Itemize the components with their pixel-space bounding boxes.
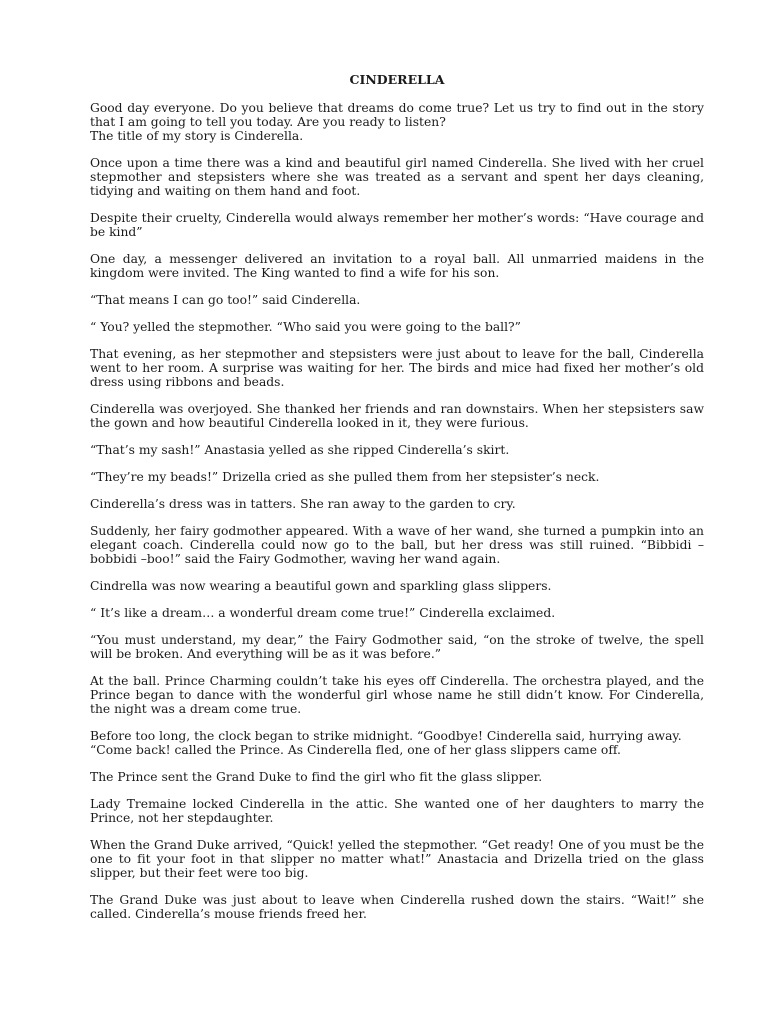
paragraph: The Prince sent the Grand Duke to find the girl who fit the glass slipper. [90,770,543,784]
paragraph: “Come back! called the Prince. As Cinderella fled, one of her glass slippers came off. [90,743,621,757]
paragraph-story-title: The title of my story is Cinderella. [90,129,304,143]
paragraph: One day, a messenger delivered an invitation to a royal ball. All unmarried maidens in the kingdom were invited. The King wanted to find a wife for his son. [90,252,704,280]
paragraph: When the Grand Duke arrived, “Quick! yelled the stepmother. “Get ready! One of you must be the one to fit your foot in that slipper no matter what!” Anastacia and Drizella tried on the glass slipper, but their feet were too big. [90,838,704,880]
paragraph: Cinderella’s dress was in tatters. She ran away to the garden to cry. [90,497,516,511]
paragraph: Lady Tremaine locked Cinderella in the attic. She wanted one of her daughters to marry the Prince, not her stepdaughter. [90,797,704,825]
paragraph: The Grand Duke was just about to leave when Cinderella rushed down the stairs. “Wait!” she called. Cinderella’s mouse friends freed her. [90,893,704,921]
paragraph: At the ball. Prince Charming couldn’t take his eyes off Cinderella. The orchestra played, and the Prince began to dance with the wonderful girl whose name he still didn’t know. For Cinderella, the night was a dream come true. [90,674,704,716]
paragraph: “ You? yelled the stepmother. “Who said you were going to the ball?” [90,320,521,334]
paragraph: That evening, as her stepmother and stepsisters were just about to leave for the ball, Cinderella went to her room. A surprise was waiting for her. The birds and mice had fixed her mother’s old dress using ribbons and beads. [90,347,704,389]
paragraph: Cinderella was overjoyed. She thanked her friends and ran downstairs. When her stepsisters saw the gown and how beautiful Cinderella looked in it, they were furious. [90,402,704,430]
paragraph: “You must understand, my dear,” the Fairy Godmother said, “on the stroke of twelve, the spell will be broken. And everything will be as it was before.” [90,633,704,661]
paragraph-greeting: Good day everyone. Do you believe that dreams do come true? Let us try to find out in the story that I am going to tell you today. Are you ready to listen? [90,101,704,129]
paragraph: Once upon a time there was a kind and beautiful girl named Cinderella. She lived with her cruel stepmother and stepsisters where she was treated as a servant and spent her days cleaning, tidying and waiting on them hand and foot. [90,156,704,198]
paragraph: “That means I can go too!” said Cinderella. [90,293,361,307]
paragraph: Despite their cruelty, Cinderella would always remember her mother’s words: “Have courage and be kind” [90,211,704,239]
paragraph: Suddenly, her fairy godmother appeared. With a wave of her wand, she turned a pumpkin into an elegant coach. Cinderella could now go to the ball, but her dress was still ruined. “Bibbidi – bobbidi –boo!” said the Fairy Godmother, waving her wand again. [90,524,704,566]
paragraph: “That’s my sash!” Anastasia yelled as she ripped Cinderella’s skirt. [90,443,510,457]
paragraph: “They’re my beads!” Drizella cried as she pulled them from her stepsister’s neck. [90,470,600,484]
document-title: CINDERELLA [349,72,445,87]
paragraph: Cindrella was now wearing a beautiful gown and sparkling glass slippers. [90,579,552,593]
paragraph: Before too long, the clock began to strike midnight. “Goodbye! Cinderella said, hurrying away. [90,729,682,743]
paragraph: “ It’s like a dream… a wonderful dream come true!” Cinderella exclaimed. [90,606,556,620]
document-page [90,73,704,934]
